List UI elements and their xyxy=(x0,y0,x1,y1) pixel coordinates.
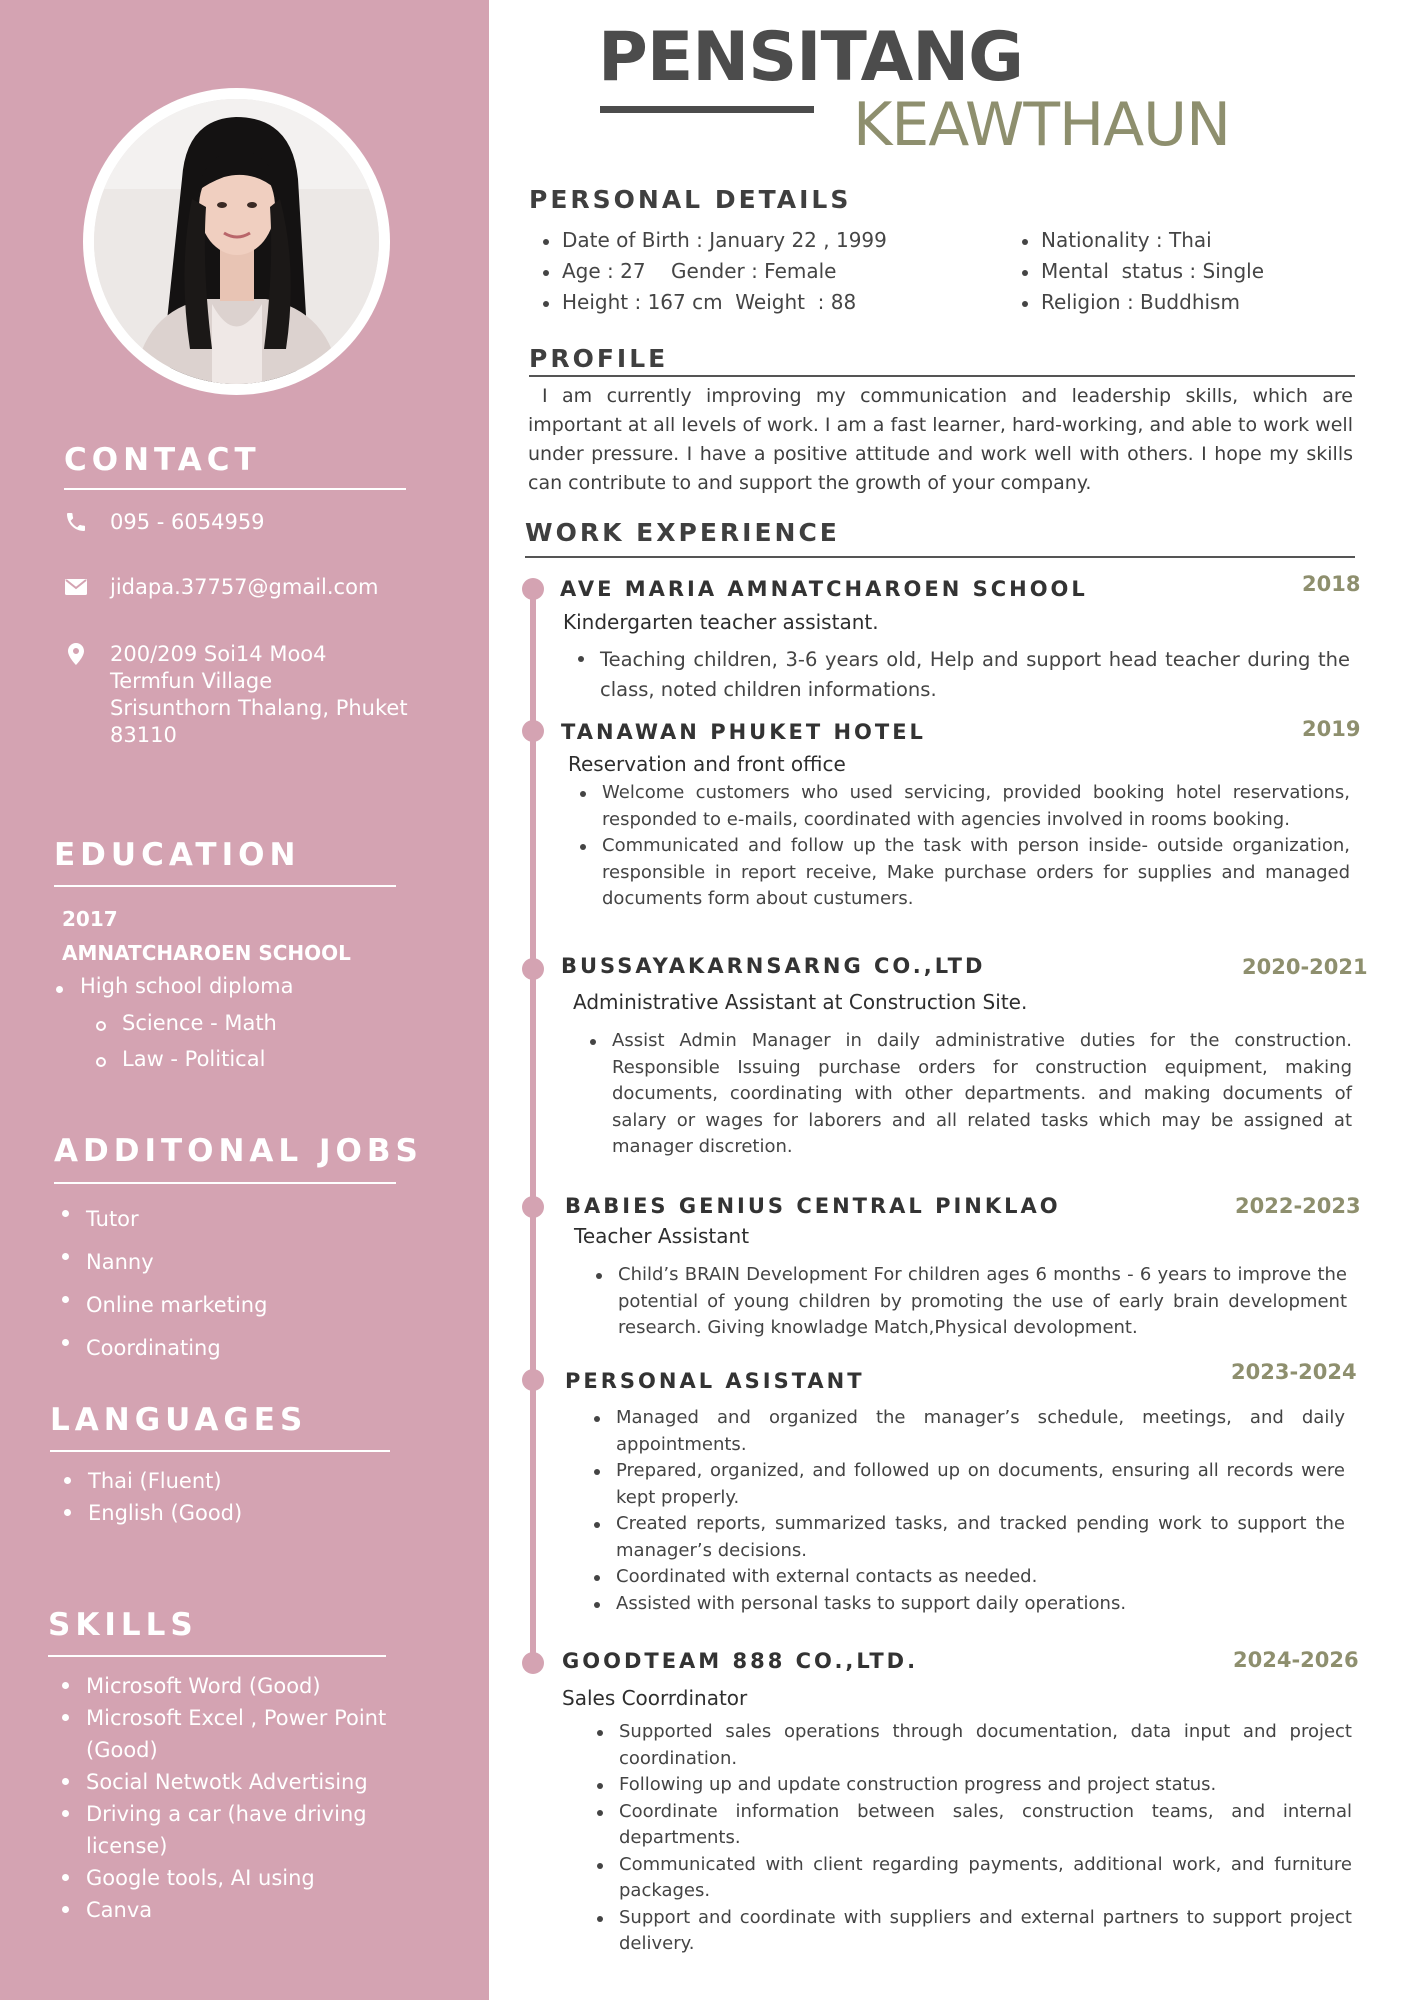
job-duties xyxy=(592,1262,1347,1342)
job-company: AVE MARIA AMNATCHAROEN SCHOOL xyxy=(560,577,1088,601)
education-heading: EDUCATION xyxy=(54,837,301,873)
job-role: Reservation and front office xyxy=(568,752,846,776)
contact-phone[interactable]: 095 - 6054959 xyxy=(110,510,265,534)
additional-job-item: Coordinating xyxy=(60,1327,267,1370)
job-duty: Coordinated with external contacts as needed. xyxy=(590,1564,1345,1591)
additional-jobs-divider xyxy=(54,1182,396,1184)
job-year: 2023-2024 xyxy=(1231,1360,1357,1384)
job-duty: Communicated with client regarding payments, additional work, and furniture packages. xyxy=(593,1852,1352,1905)
job-duty: Support and coordinate with suppliers and external partners to support project delivery. xyxy=(593,1905,1352,1958)
profile-summary: I am currently improving my communication and leadership skills, which are important at all levels of work. I am a fast learner, hard-working, and able to work well under pressure. I have a positive attitude and work well with others. I hope my skills can contribute to and support the growth of your company. xyxy=(528,385,1353,494)
job-year: 2024-2026 xyxy=(1233,1648,1359,1672)
job-year: 2020-2021 xyxy=(1242,955,1368,979)
contact-address-row xyxy=(64,641,408,749)
job-role: Teacher Assistant xyxy=(574,1224,750,1248)
skill-item: Driving a car (have driving license) xyxy=(60,1798,390,1862)
personal-detail-item: Religion : Buddhism xyxy=(1019,290,1264,321)
skills-divider xyxy=(48,1655,386,1657)
sidebar xyxy=(0,0,489,2000)
timeline-dot xyxy=(522,958,544,980)
education-degree-list xyxy=(54,974,293,998)
personal-detail-item: Date of Birth : January 22 , 1999 xyxy=(540,228,887,259)
job-duties xyxy=(586,1028,1352,1161)
first-name: PENSITANG xyxy=(598,18,1023,97)
job-duty: Assist Admin Manager in daily administrative duties for the construction. Responsible Issuing purchase orders for construction equipment, making documents, coordinating with other departments. and making documents of salary or wages for laborers and all related tasks which may be assigned at manager discretion. xyxy=(586,1028,1352,1161)
personal-details-heading: PERSONAL DETAILS xyxy=(529,185,852,214)
languages-divider xyxy=(50,1450,390,1452)
profile-heading: PROFILE xyxy=(529,344,669,373)
additional-job-item: Online marketing xyxy=(60,1284,267,1327)
work-experience-heading: WORK EXPERIENCE xyxy=(525,518,840,547)
timeline-dot xyxy=(522,1652,544,1674)
contact-heading: CONTACT xyxy=(64,442,261,478)
job-company: BUSSAYAKARNSARNG CO.,LTD xyxy=(561,954,986,978)
job-duties xyxy=(574,645,1350,705)
job-duty: Coordinate information between sales, construction teams, and internal departments. xyxy=(593,1799,1352,1852)
job-role: Sales Coorrdinator xyxy=(562,1686,748,1710)
skill-item: Google tools, AI using xyxy=(60,1862,390,1894)
personal-detail-item: Height : 167 cm Weight : 88 xyxy=(540,290,887,321)
job-role: Kindergarten teacher assistant. xyxy=(563,610,879,634)
job-duty: Welcome customers who used servicing, provided booking hotel reservations, responded to e-mails, coordinated with agencies involved in rooms booking. xyxy=(576,780,1350,833)
job-duty: Assisted with personal tasks to support daily operations. xyxy=(590,1591,1345,1618)
contact-divider xyxy=(64,488,406,490)
contact-address: 200/209 Soi14 Moo4 Termfun Village Srisunthorn Thalang, Phuket 83110 xyxy=(110,642,408,747)
contact-phone-row xyxy=(64,509,265,536)
job-duty: Supported sales operations through documentation, data input and project coordination. xyxy=(593,1719,1352,1772)
education-divider xyxy=(54,885,396,887)
personal-details-right xyxy=(1019,228,1264,321)
skill-item: Social Netwotk Advertising xyxy=(60,1766,390,1798)
education-year: 2017 xyxy=(62,907,118,931)
education-degree: High school diploma xyxy=(54,974,293,998)
skill-item: Microsoft Word (Good) xyxy=(60,1670,390,1702)
education-major: Law - Political xyxy=(94,1047,277,1083)
languages-heading: LANGUAGES xyxy=(50,1402,308,1438)
job-company: TANAWAN PHUKET HOTEL xyxy=(561,720,926,744)
education-school: AMNATCHAROEN SCHOOL xyxy=(62,941,351,965)
job-duty: Child’s BRAIN Development For children ages 6 months - 6 years to improve the potential of young children by promoting the use of early brain development research. Giving knowladge Match,Physical devolopment. xyxy=(592,1262,1347,1342)
contact-email[interactable]: jidapa.37757@gmail.com xyxy=(110,575,379,599)
personal-detail-item: Mental status : Single xyxy=(1019,259,1264,290)
job-year: 2019 xyxy=(1302,717,1361,741)
skills-heading: SKILLS xyxy=(48,1607,198,1643)
profile-photo-frame xyxy=(83,88,390,395)
job-year: 2022-2023 xyxy=(1235,1194,1361,1218)
languages-list xyxy=(62,1465,242,1529)
skills-list xyxy=(60,1670,390,1926)
contact-email-row xyxy=(64,574,378,601)
timeline-dot xyxy=(522,578,544,600)
timeline-line xyxy=(530,588,536,1660)
job-duties xyxy=(593,1719,1352,1958)
job-duty: Communicated and follow up the task with person inside- outside organization, responsible in report receive, Make purchase orders for supplies and managed documents form about custumers. xyxy=(576,833,1350,913)
additional-job-item: Nanny xyxy=(60,1241,267,1284)
additional-jobs-heading: ADDITONAL JOBS xyxy=(54,1133,423,1169)
timeline-dot xyxy=(522,1369,544,1391)
profile-photo-illustration xyxy=(94,99,379,384)
job-duty: Created reports, summarized tasks, and tracked pending work to support the manager’s decisions. xyxy=(590,1511,1345,1564)
job-duties xyxy=(576,780,1350,913)
skill-item: Microsoft Excel , Power Point (Good) xyxy=(60,1702,390,1766)
name-underline xyxy=(600,106,814,113)
personal-detail-item: Age : 27 Gender : Female xyxy=(540,259,887,290)
timeline-dot xyxy=(522,1196,544,1218)
job-duty: Prepared, organized, and followed up on documents, ensuring all records were kept properly. xyxy=(590,1458,1345,1511)
timeline-dot xyxy=(522,720,544,742)
job-role: Administrative Assistant at Construction Site. xyxy=(573,990,1028,1014)
work-experience-divider xyxy=(525,556,1355,558)
personal-detail-item: Nationality : Thai xyxy=(1019,228,1264,259)
last-name: KEAWTHAUN xyxy=(853,90,1230,160)
mail-icon xyxy=(64,575,88,599)
job-duty: Teaching children, 3-6 years old, Help and support head teacher during the class, noted children informations. xyxy=(574,645,1350,705)
job-company: PERSONAL ASISTANT xyxy=(565,1369,865,1393)
skill-item: Canva xyxy=(60,1894,390,1926)
language-item: Thai (Fluent) xyxy=(62,1465,242,1497)
additional-job-item: Tutor xyxy=(60,1198,267,1241)
language-item: English (Good) xyxy=(62,1497,242,1529)
job-duty: Managed and organized the manager’s schedule, meetings, and daily appointments. xyxy=(590,1405,1345,1458)
education-majors xyxy=(94,1011,277,1083)
education-major: Science - Math xyxy=(94,1011,277,1047)
job-year: 2018 xyxy=(1302,572,1361,596)
phone-icon xyxy=(64,510,88,534)
personal-details-left xyxy=(540,228,887,321)
profile-divider xyxy=(529,375,1355,377)
job-duties xyxy=(590,1405,1345,1617)
job-duty: Following up and update construction progress and project status. xyxy=(593,1772,1352,1799)
job-company: BABIES GENIUS CENTRAL PINKLAO xyxy=(565,1194,1061,1218)
profile-photo xyxy=(94,99,379,384)
job-company: GOODTEAM 888 CO.,LTD. xyxy=(562,1649,919,1673)
location-pin-icon xyxy=(64,642,88,666)
additional-jobs-list xyxy=(60,1198,267,1370)
